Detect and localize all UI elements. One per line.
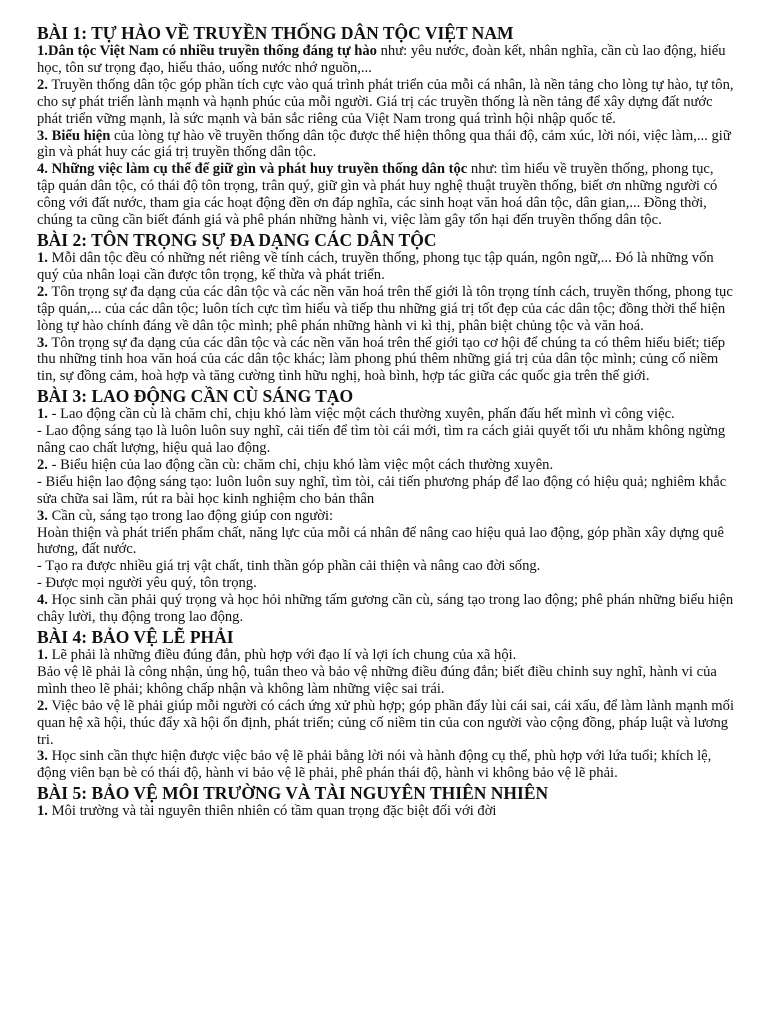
paragraph-text: Việc bảo vệ lẽ phải giúp mỗi người có cách ứng xử phù hợp; góp phần đẩy lùi cái sai, cái xấu, để làm lành mạnh mối quan hệ xã hội, thúc đẩy xã hội ổn định, phát triển; củng cố niềm tin của con người vào cộng đồng, pháp luật và lương tri. [37,697,735,748]
emphasized-phrase: Biểu hiện [47,127,111,144]
paragraph-text: Môi trường và tài nguyên thiên nhiên có tầm quan trọng đặc biệt đối với đời [47,803,497,820]
item-number: 2. [37,76,48,93]
paragraph-text: Truyền thống dân tộc góp phần tích cực vào quá trình phát triển của mỗi cá nhân, là nền tảng cho lòng tự hào, tự tôn, cho sự phát triển lành mạnh và hạnh phúc của mỗi người. Giá trị các truyền thống là nền tảng để xây dựng đất nước phát triển vững mạnh, là sức mạnh và bản sắc riêng của Việt Nam trong quá trình hội nhập quốc tế. [37,76,734,127]
paragraph-text: Tôn trọng sự đa dạng của các dân tộc và các nền văn hoá trên thế giới là tôn trọng tính cách, truyền thống, phong tục tập quán,... của các dân tộc; luôn tích cực tìm hiểu và tiếp thu những giá trị tốt đẹp của các dân tộc; đồng thời thể hiện lòng tự hào chính đáng về dân tộc mình; phê phán những hành vi kì thị, phân biệt chủng tộc và văn hoá. [37,283,733,334]
paragraph-text: Học sinh cần phải quý trọng và học hỏi những tấm gương cần cù, sáng tạo trong lao động; phê phán những biểu hiện chây lười, thụ động trong lao động. [37,592,734,626]
lesson-section [37,231,734,385]
paragraph-text: - Biểu hiện lao động sáng tạo: luôn luôn suy nghĩ, tìm tòi, cải tiến phương pháp để lao động có hiệu quả; nghiêm khắc sửa chữa sai lầm, rút ra bài học kinh nghiệm cho bản thân [37,473,727,507]
paragraph-text: Học sinh cần thực hiện được việc bảo vệ lẽ phải bằng lời nói và hành động cụ thể, phù hợp với lứa tuổi; khích lệ, động viên bạn bè có thái độ, hành vi bảo vệ lẽ phải, phê phán thái độ, hành vi không bảo vệ lẽ phải. [37,748,712,782]
lesson-paragraph [37,647,734,664]
lesson-paragraph [37,748,734,782]
paragraph-text: - Lao động cần cù là chăm chỉ, chịu khó làm việc một cách thường xuyên, phấn đấu hết mình vì công việc. [47,406,675,423]
paragraph-text: Cần cù, sáng tạo trong lao động giúp con người: [47,507,334,524]
lesson-paragraph [37,525,734,559]
lesson-paragraph [37,43,734,77]
paragraph-text: Mỗi dân tộc đều có những nét riêng về tính cách, truyền thống, phong tục tập quán, ngôn ngữ,... Đó là những vốn quý của nhân loại cần được tôn trọng, kế thừa và phát triển. [37,249,714,283]
item-number: 1. [37,249,48,266]
lesson-paragraph [37,423,734,457]
emphasized-phrase: Những việc làm cụ thể để giữ gìn và phát huy truyền thống dân tộc [47,161,468,178]
lesson-paragraph [37,698,734,749]
paragraph-text: - Biểu hiện của lao động cần cù: chăm chỉ, chịu khó làm việc một cách thường xuyên. [47,456,554,473]
lesson-section [37,628,734,782]
lesson-paragraph [37,558,734,575]
lesson-paragraph [37,803,734,820]
paragraph-text: Lẽ phải là những điều đúng đắn, phù hợp với đạo lí và lợi ích chung của xã hội. [47,647,517,663]
paragraph-text: - Lao động sáng tạo là luôn luôn suy nghĩ, cải tiến để tìm tòi cái mới, tìm ra cách giải quyết tối ưu nhằm không ngừng nâng cao chất lượng, hiệu quả lao động. [37,423,726,457]
lesson-heading: BÀI 3: LAO ĐỘNG CẦN CÙ SÁNG TẠO [37,386,354,407]
item-number: 3. [37,507,48,524]
paragraph-text: như: tìm hiểu về truyền thống, phong tục, tập quán dân tộc, có thái độ tôn trọng, trân quý, giữ gìn và phát huy nghệ thuật truyền thống, biết ơn những người có công với đất nước, tham gia các hoạt động đền ơn đáp nghĩa, các sinh hoạt văn hoá dân tộc, dân gian,... Đồng thời, chúng ta cũng cần biết đánh giá và phê phán những hành vi, việc làm gây tổn hại đến truyền thống dân tộc. [37,161,718,229]
lesson-heading: BÀI 2: TÔN TRỌNG SỰ ĐA DẠNG CÁC DÂN TỘC [37,229,437,250]
item-number: 1. [37,803,48,820]
lesson-paragraph [37,575,734,592]
lesson-paragraph [37,664,734,698]
lesson-paragraph [37,335,734,386]
item-number: 4. [37,592,48,609]
lesson-paragraph [37,284,734,335]
item-number: 1. [37,43,48,59]
item-number: 3. [37,127,48,144]
lesson-paragraph [37,161,734,229]
item-number: 2. [37,456,48,473]
lesson-paragraph [37,128,734,162]
item-number: 4. [37,161,48,178]
item-number: 1. [37,647,48,663]
item-number: 2. [37,283,48,300]
paragraph-text: Bảo vệ lẽ phải là công nhận, ủng hộ, tuân theo và bảo vệ những điều đúng đắn; biết điều chỉnh suy nghĩ, hành vi của mình theo lẽ phải; không chấp nhận và không làm những việc sai trái. [37,663,717,697]
lesson-paragraph [37,406,734,423]
lesson-heading: BÀI 4: BẢO VỆ LẼ PHẢI [37,627,234,647]
item-number: 2. [37,697,48,714]
lesson-paragraph [37,508,734,525]
lesson-paragraph [37,250,734,284]
lesson-paragraph [37,592,734,626]
paragraph-text: của lòng tự hào về truyền thống dân tộc được thể hiện thông qua thái độ, cảm xúc, lời nói, việc làm,... giữ gìn và phát huy các giá trị truyền thống dân tộc. [37,127,731,161]
lesson-section [37,784,734,820]
item-number: 1. [37,406,48,423]
lesson-heading: BÀI 5: BẢO VỆ MÔI TRƯỜNG VÀ TÀI NGUYÊN THIÊN NHIÊN [37,783,549,804]
lesson-heading: BÀI 1: TỰ HÀO VỀ TRUYỀN THỐNG DÂN TỘC VIỆT NAM [37,23,514,43]
paragraph-text: - Tạo ra được nhiều giá trị vật chất, tinh thần góp phần cải thiện và nâng cao đời sống. [37,558,541,575]
item-number: 3. [37,748,48,765]
paragraph-text: Tôn trọng sự đa dạng của các dân tộc và các nền văn hoá trên thế giới tạo cơ hội để chúng ta có thêm hiểu biết; tiếp thu những tinh hoa văn hoá của các dân tộc khác; làm phong phú thêm những giá trị của dân tộc mình; củng cố niềm tin, sự đồng cảm, hoà hợp và tăng cường tình hữu nghị, hoà bình, hợp tác giữa các quốc gia trên thế giới. [37,334,726,385]
lesson-paragraph [37,474,734,508]
item-number: 3. [37,334,48,351]
lesson-section [37,387,734,626]
paragraph-text: - Được mọi người yêu quý, tôn trọng. [37,575,257,592]
lesson-paragraph [37,457,734,474]
paragraph-text: như: yêu nước, đoàn kết, nhân nghĩa, cần cù lao động, hiếu học, tôn sư trọng đạo, hiếu thảo, uống nước nhớ nguồn,... [37,43,726,76]
paragraph-text: Hoàn thiện và phát triển phẩm chất, năng lực của mỗi cá nhân để nâng cao hiệu quả lao động, góp phần xây dựng quê hương, đất nước. [37,524,724,558]
lesson-section [37,24,734,229]
emphasized-phrase: Dân tộc Việt Nam có nhiều truyền thống đáng tự hào [47,43,377,59]
lesson-paragraph [37,77,734,128]
